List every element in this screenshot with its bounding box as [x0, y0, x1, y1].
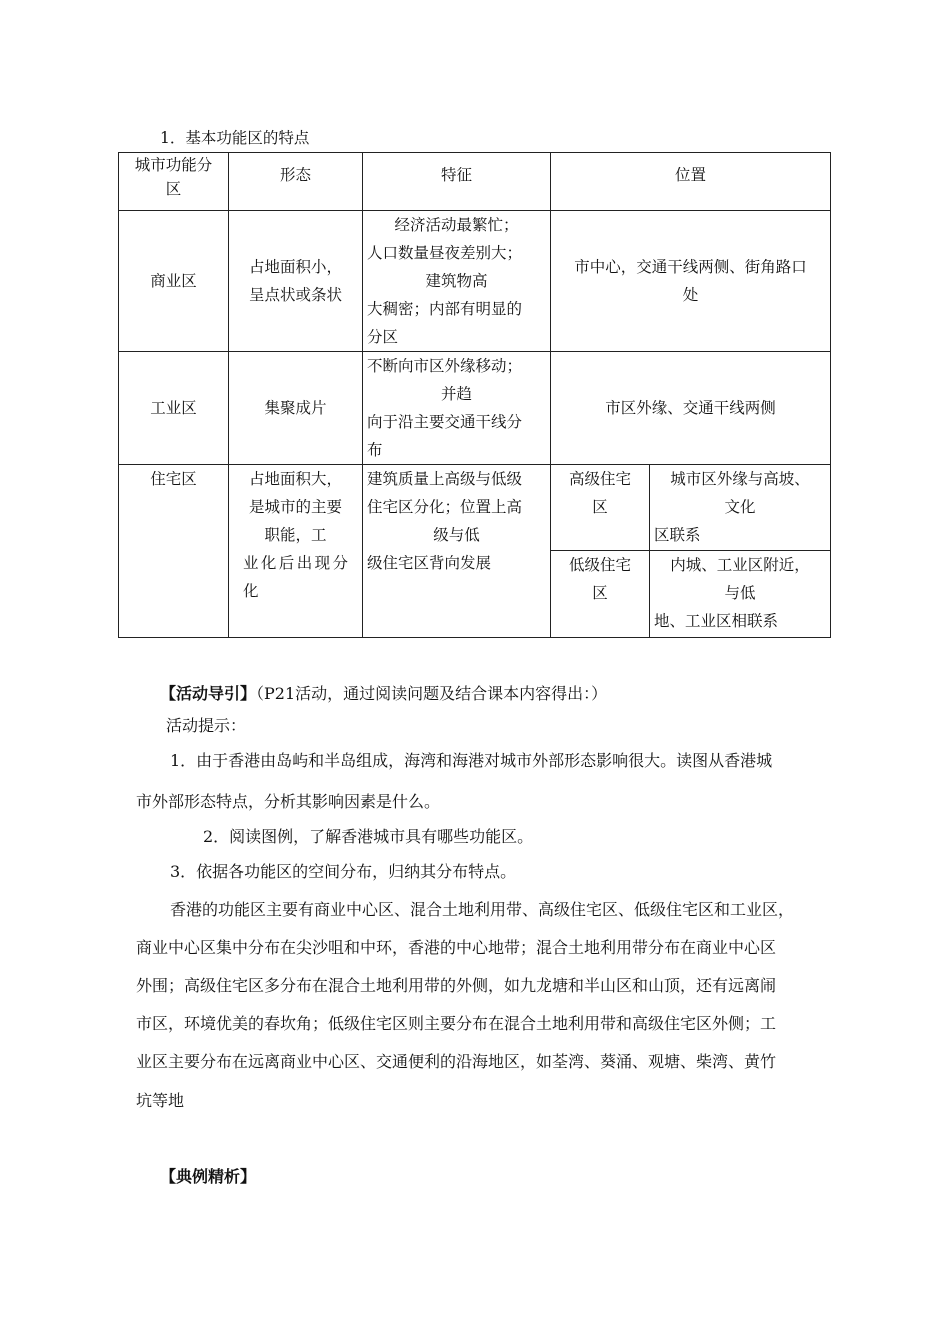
table-row-commercial	[119, 211, 831, 352]
activity-q3: 3．依据各功能区的空间分布，归纳其分布特点。	[170, 862, 517, 881]
header-features: 特征	[363, 153, 551, 211]
answer-line-5: 业区主要分布在远离商业中心区、交通便利的沿海地区，如荃湾、葵涌、观塘、柴湾、黄竹	[136, 1052, 777, 1071]
activity-heading	[160, 680, 607, 708]
activity-hint-label: 活动提示：	[166, 716, 247, 735]
function-zone-table	[118, 152, 831, 638]
high-residential-label: 高级住宅 区	[551, 465, 650, 551]
activity-heading-bold: 【活动导引】	[160, 684, 257, 703]
header-zone: 城市功能分区	[119, 153, 229, 211]
answer-line-3: 外围；高级住宅区多分布在混合土地利用带的外侧，如九龙塘和半山区和山顶，还有远离闹	[136, 976, 777, 995]
industrial-features: 不断向市区外缘移动； 并趋 向于沿主要交通干线分 布	[363, 352, 551, 465]
activity-heading-rest: （P21活动，通过阅读问题及结合课本内容得出：）	[256, 684, 608, 703]
activity-q2: 2．阅读图例，了解香港城市具有哪些功能区。	[203, 827, 534, 846]
high-residential-location: 城市区外缘与高坡、 文化 区联系	[650, 465, 831, 551]
residential-features: 建筑质量上高级与低级 住宅区分化；位置上高 级与低 级住宅区背向发展	[363, 465, 551, 638]
answer-line-1: 香港的功能区主要有商业中心区、混合土地利用带、高级住宅区、低级住宅区和工业区，	[170, 900, 795, 919]
industrial-name: 工业区	[119, 352, 229, 465]
activity-q1-line1: 1．由于香港由岛屿和半岛组成，海湾和海港对城市外部形态影响很大。读图从香港城	[170, 751, 773, 770]
low-residential-location: 内城、工业区附近， 与低 地、工业区相联系	[650, 551, 831, 638]
section-title: 1．基本功能区的特点	[160, 129, 310, 147]
industrial-form: 集聚成片	[229, 352, 363, 465]
answer-line-6: 坑等地	[136, 1091, 185, 1110]
commercial-location: 市中心，交通干线两侧、街角路口 处	[551, 211, 831, 352]
header-form: 形态	[229, 153, 363, 211]
commercial-form: 占地面积小， 呈点状或条状	[229, 211, 363, 352]
example-heading: 【典例精析】	[160, 1167, 257, 1186]
table-row-residential-high	[119, 465, 831, 551]
answer-line-4: 市区，环境优美的春坎角；低级住宅区则主要分布在混合土地利用带和高级住宅区外侧；工	[136, 1014, 777, 1033]
commercial-features: 经济活动最繁忙； 人口数量昼夜差别大； 建筑物高 大稠密；内部有明显的 分区	[363, 211, 551, 352]
residential-name: 住宅区	[119, 465, 229, 638]
industrial-location: 市区外缘、交通干线两侧	[551, 352, 831, 465]
commercial-name: 商业区	[119, 211, 229, 352]
header-location: 位置	[551, 153, 831, 211]
answer-line-2: 商业中心区集中分布在尖沙咀和中环，香港的中心地带；混合土地利用带分布在商业中心区	[136, 938, 777, 957]
table-header-row	[119, 153, 831, 211]
low-residential-label: 低级住宅 区	[551, 551, 650, 638]
activity-q1-line2: 市外部形态特点，分析其影响因素是什么。	[136, 792, 441, 811]
residential-form: 占地面积大， 是城市的主要 职能，工 业化后出现分 化	[229, 465, 363, 638]
table-row-industrial	[119, 352, 831, 465]
